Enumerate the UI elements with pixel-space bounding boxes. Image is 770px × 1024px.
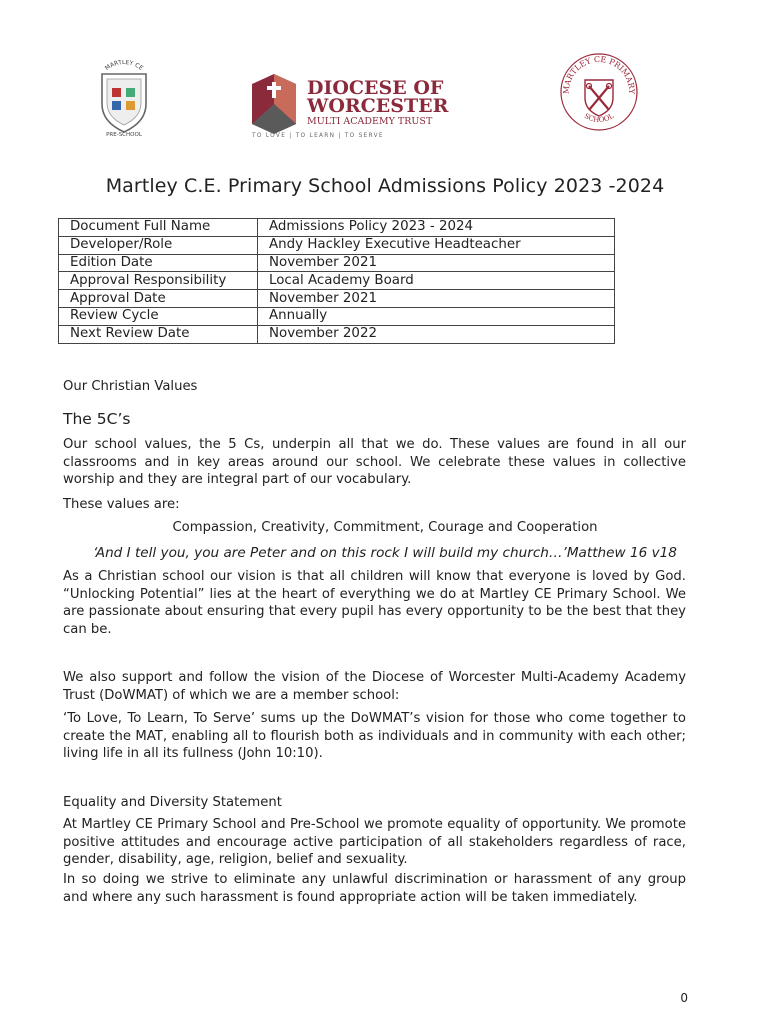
table-value: November 2021 [258,290,615,308]
diocese-logo [252,74,462,140]
values-paragraph: Our school values, the 5 Cs, underpin all that we do. These values are found in all our classrooms and in key areas around our school. We celebrate these values in collective worship and they are integral part of our vocabulary. [63,437,686,487]
scripture-quote: ‘And I tell you, you are Peter and on this rock I will build my church…’Matthew 16 v18 [93,545,677,561]
table-value: November 2021 [258,254,615,272]
table-label: Approval Responsibility [59,272,258,290]
table-label: Edition Date [59,254,258,272]
table-value: Andy Hackley Executive Headteacher [258,236,615,254]
fivec-heading: The 5C’s [63,410,131,428]
table-row [59,325,615,343]
table-row [59,254,615,272]
diocese-logo-line3: MULTI ACADEMY TRUST [307,116,433,127]
values-heading: Our Christian Values [63,379,198,394]
table-row [59,307,615,325]
values-list: Compassion, Creativity, Commitment, Courage and Cooperation [172,520,598,535]
svg-text:MARTLEY CE [104,60,145,72]
diocese-logo-line1: DIOCESE OF [307,77,444,99]
table-value: November 2022 [258,325,615,343]
preschool-logo-top-text: MARTLEY CE [103,60,145,73]
table-label: Next Review Date [59,325,258,343]
table-row [59,219,615,237]
primary-school-crest [557,50,641,134]
diocese-logo-line2: WORCESTER [307,95,449,117]
equality-paragraph-1: At Martley CE Primary School and Pre-School we promote equality of opportunity. We promote positive attitudes and encourage active participation of all stakeholders regardless of race, gender, disability, age, religion, belief and sexuality. [63,817,686,867]
table-label: Document Full Name [59,219,258,237]
equality-paragraph-2: In so doing we strive to eliminate any unlawful discrimination or harassment of any group and where any such harassment is found appropriate action will be taken immediately. [63,872,686,905]
crest-bottom-text: SCHOOL [582,112,616,125]
these-values-label: These values are: [63,497,180,512]
document-info-table [58,218,615,344]
preschool-logo-bottom-text: PRE-SCHOOL [106,132,142,138]
crest-top-text: MARTLEY CE PRIMARY [561,54,637,95]
vision-paragraph: As a Christian school our vision is that all children will know that everyone is loved by God. “Unlocking Potential” lies at the heart of everything we do at Martley CE Primary School. We are passionate about ensuring that every pupil has every opportunity to be the best that they can be. [63,569,686,637]
table-label: Developer/Role [59,236,258,254]
motto-paragraph: ‘To Love, To Learn, To Serve’ sums up the DoWMAT’s vision for those who come together to create the MAT, enabling all to flourish both as individuals and in community with each other; living life in all its fullness (John 10:10). [63,711,686,761]
diocese-logo-motto: TO LOVE | TO LEARN | TO SERVE [252,133,384,139]
table-value: Admissions Policy 2023 - 2024 [258,219,615,237]
table-label: Approval Date [59,290,258,308]
equality-heading: Equality and Diversity Statement [63,795,282,810]
table-label: Review Cycle [59,307,258,325]
dowmat-paragraph: We also support and follow the vision of the Diocese of Worcester Multi-Academy Academy Trust (DoWMAT) of which we are a member school: [63,670,686,703]
page-title: Martley C.E. Primary School Admissions Policy 2023 -2024 [105,175,665,197]
table-value: Local Academy Board [258,272,615,290]
table-row [59,272,615,290]
preschool-logo [88,60,160,138]
table-row [59,290,615,308]
table-row [59,236,615,254]
page-number: 0 [680,991,688,1005]
table-value: Annually [258,307,615,325]
